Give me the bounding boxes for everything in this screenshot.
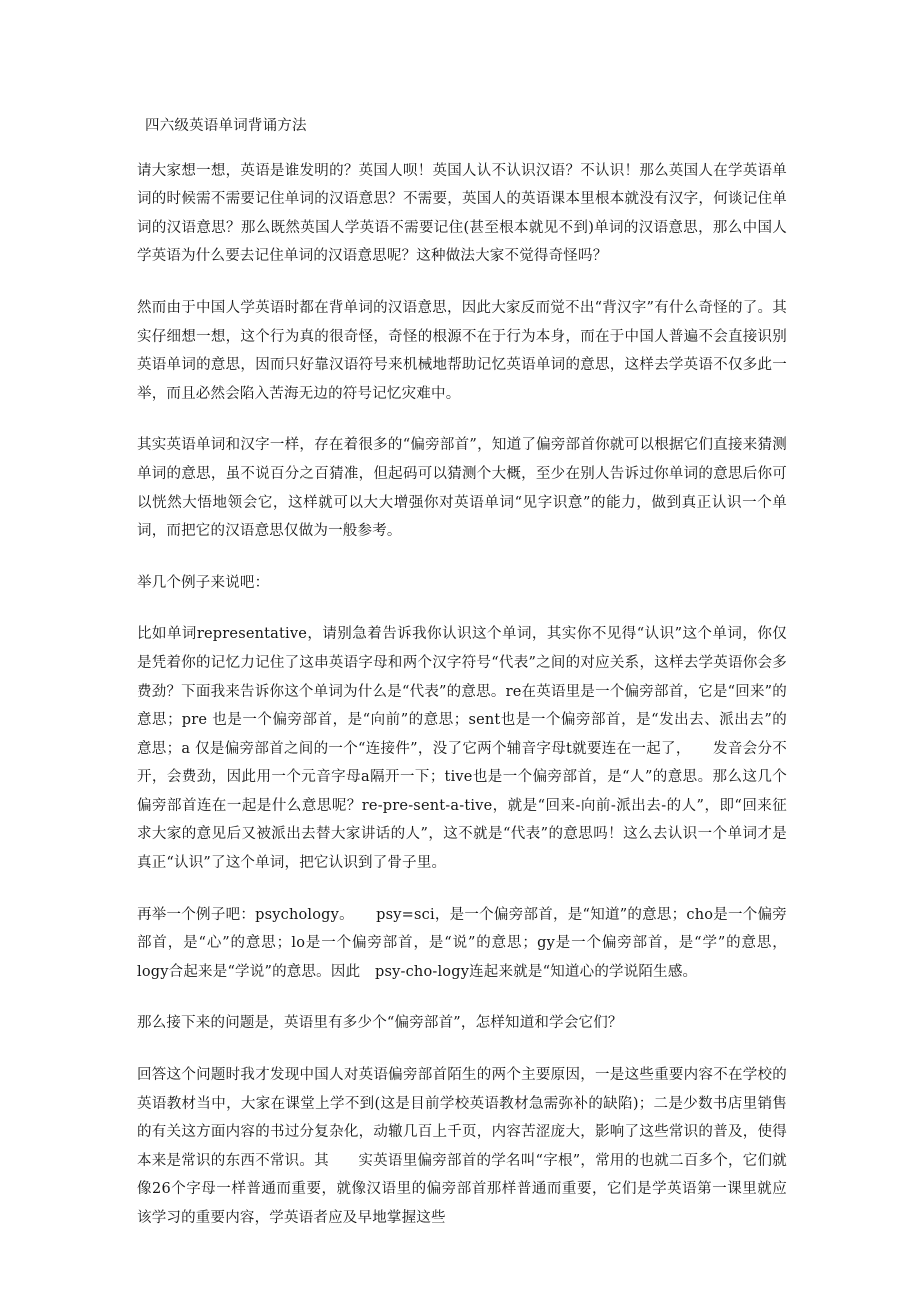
paragraph-examples-intro: 举几个例子来说吧： [137,574,270,591]
paragraph-problem: 然而由于中国人学英语时都在背单词的汉语意思，因此大家反而觉不出“背汉字”有什么奇怪的了。其实仔细想一想，这个行为真的很奇怪，奇怪的根源不在于行为本身，而在于中国人普遍不会直接识别英语单词的意思，因而只好靠汉语符号来机械地帮助记忆英语单词的意思，这样去学英语不仅多此一举，而且必然会陷入苦海无边的符号记忆灾难中。 [137,299,787,402]
paragraph-example-representative: 比如单词representative，请别急着告诉我你认识这个单词，其实你不见得“认识”这个单词，你仅是凭着你的记忆力记住了这串英语字母和两个汉字符号“代表”之间的对应关系，这样去学英语你会多费劲？下面我来告诉你这个单词为什么是“代表”的意思。re在英语里是一个偏旁部首，它是“回来”的意思；pre 也是一个偏旁部首，是“向前”的意思；sent也是一个偏旁部首，是“发出去、派出去”的意思；a 仅是偏旁部首之间的一个“连接件”，没了它两个辅音字母t就要连在一起了， 发音会分不开，会费劲，因此用一个元音字母a隔开一下；tive也是一个偏旁部首，是“人”的意思。那么这几个偏旁部首连在一起是什么意思呢？re-pre-sent-a-tive，就是“回来-向前-派出去-的人”，即“回来征求大家的意见后又被派出去替大家讲话的人”，这不就是“代表”的意思吗！这么去认识一个单词才是真正“认识”了这个单词，把它认识到了骨子里。 [137,626,787,872]
paragraph-question: 那么接下来的问题是，英语里有多少个“偏旁部首”，怎样知道和学会它们？ [137,1015,623,1032]
paragraph-intro: 请大家想一想，英语是谁发明的？英国人呗！英国人认不认识汉语？不认识！那么英国人在学英语单词的时候需不需要记住单词的汉语意思？不需要，英国人的英语课本里根本就没有汉字，何谈记住单词的汉语意思？那么既然英国人学英语不需要记住(甚至根本就见不到)单词的汉语意思，那么中国人学英语为什么要去记住单词的汉语意思呢？这种做法大家不觉得奇怪吗？ [137,162,787,265]
document-title: 四六级英语单词背诵方法 [145,118,307,134]
paragraph-radicals: 其实英语单词和汉字一样，存在着很多的“偏旁部首”，知道了偏旁部首你就可以根据它们直接来猜测单词的意思，虽不说百分之百猜准，但起码可以猜测个大概，至少在别人告诉过你单词的意思后你可以恍然大悟地领会它，这样就可以大大增强你对英语单词“见字识意”的能力，做到真正认识一个单词，而把它的汉语意思仅做为一般参考。 [137,437,787,540]
paragraph-answer: 回答这个问题时我才发现中国人对英语偏旁部首陌生的两个主要原因，一是这些重要内容不在学校的英语教材当中，大家在课堂上学不到(这是目前学校英语教材急需弥补的缺陷)；二是少数书店里销售的有关这方面内容的书过分复杂化，动辙几百上千页，内容苦涩庞大，影响了这些常识的普及，使得本来是常识的东西不常识。其 实英语里偏旁部首的学名叫“字根”，常用的也就二百多个，它们就像26个字母一样普通而重要，就像汉语里的偏旁部首那样普通而重要，它们是学英语第一课里就应该学习的重要内容，学英语者应及早地掌握这些 [137,1067,787,1226]
paragraph-example-psychology: 再举一个例子吧：psychology。 psy=sci，是一个偏旁部首，是“知道”的意思；cho是一个偏旁部首，是“心”的意思；lo是一个偏旁部首，是“说”的意思；gy是一个偏旁部首，是“学”的意思，logy合起来是“学说”的意思。因此 psy-cho-logy连起来就是“知道心的学说陌生感。 [137,906,787,980]
document-body [137,112,787,1256]
